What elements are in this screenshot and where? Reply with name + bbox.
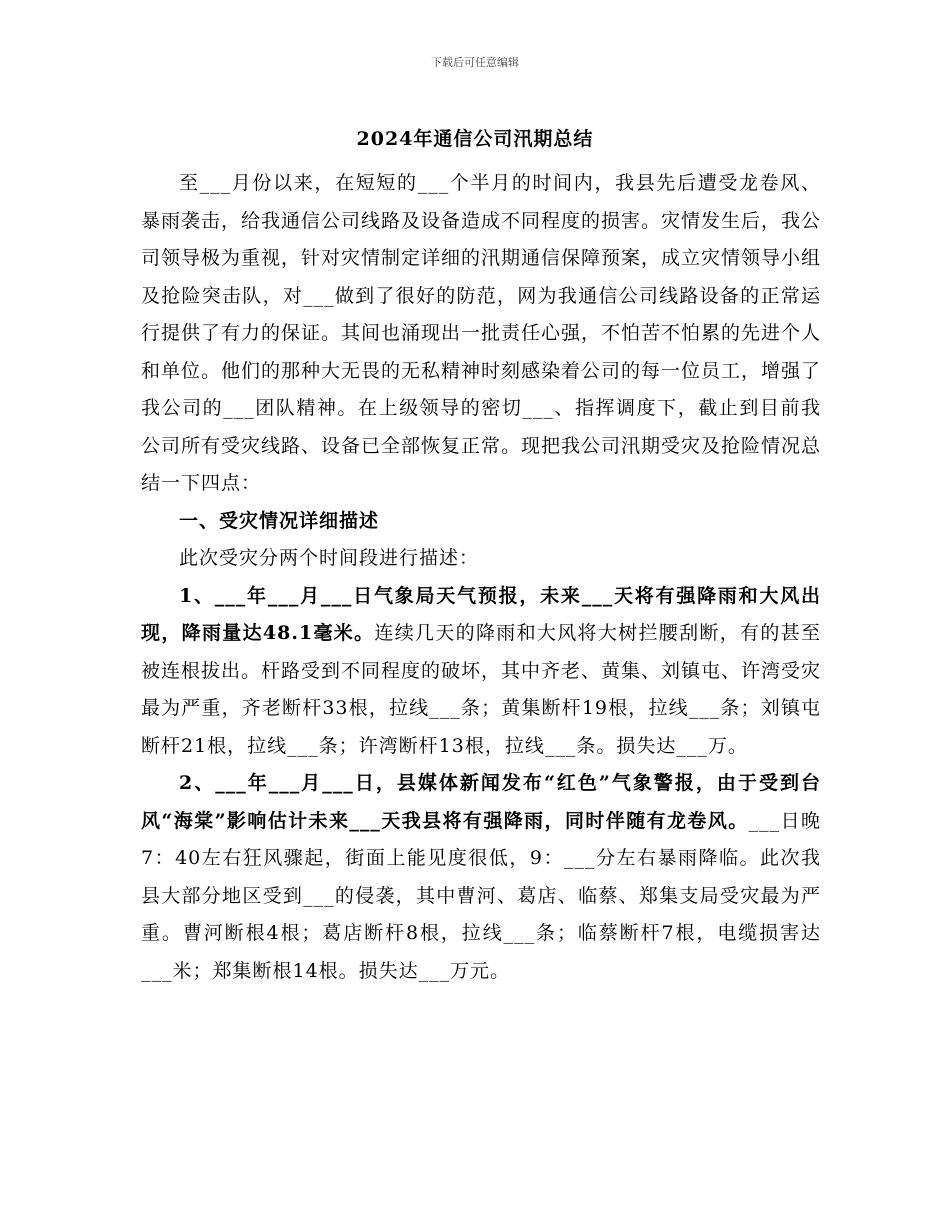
item-2-paragraph: [141, 765, 821, 990]
item-2-bold: 2、___年___月___日，县媒体新闻发布“红色”气象警报，由于受到台风“海棠”影响估计未来___天我县将有强降雨，同时伴随有龙卷风。: [141, 772, 821, 832]
item-1-text: 连续几天的降雨和大风将大树拦腰刮断，有的甚至被连根拔出。杆路受到不同程度的破坏，其中齐老、黄集、刘镇屯、许湾受灾最为严重，齐老断杆33根，拉线___条；黄集断杆19根，拉线___条；刘镇屯断杆21根，拉线___条；许湾断杆13根，拉线___条。损失达___万。: [141, 622, 822, 757]
header-note: 下载后可任意编辑: [431, 56, 519, 69]
intro-paragraph: 至___月份以来，在短短的___个半月的时间内，我县先后遭受龙卷风、暴雨袭击，给我通信公司线路及设备造成不同程度的损害。灾情发生后，我公司领导极为重视，针对灾情制定详细的汛期通信保障预案，成立灾情领导小组及抢险突击队，对___做到了很好的防范，网为我通信公司线路设备的正常运行提供了有力的保证。其间也涌现出一批责任心强，不怕苦不怕累的先进个人和单位。他们的那种大无畏的无私精神时刻感染着公司的每一位员工，增强了我公司的___团队精神。在上级领导的密切___、指挥调度下，截止到目前我公司所有受灾线路、设备已全部恢复正常。现把我公司汛期受灾及抢险情况总结一下四点：: [141, 172, 822, 494]
section-lead: 此次受灾分两个时间段进行描述：: [179, 547, 480, 569]
document-title: 2024年通信公司汛期总结: [356, 128, 594, 150]
item-1-paragraph: [141, 578, 821, 766]
document-body: [141, 165, 821, 990]
item-2-text: ___日晚7：40左右狂风骤起，街面上能见度很低，9：___分左右暴雨降临。此次我县大部分地区受到___的侵袭，其中曹河、葛店、临蔡、郑集支局受灾最为严重。曹河断根4根；葛店断杆8根，拉线___条；临蔡断杆7根，电缆损害达___米；郑集断根14根。损失达___万元。: [141, 809, 821, 982]
section-heading: 一、受灾情况详细描述: [179, 509, 380, 532]
item-1-bold: 1、___年___月___日气象局天气预报，未来___天将有强降雨和大风出现，降雨量达48.1毫米。: [141, 584, 821, 644]
